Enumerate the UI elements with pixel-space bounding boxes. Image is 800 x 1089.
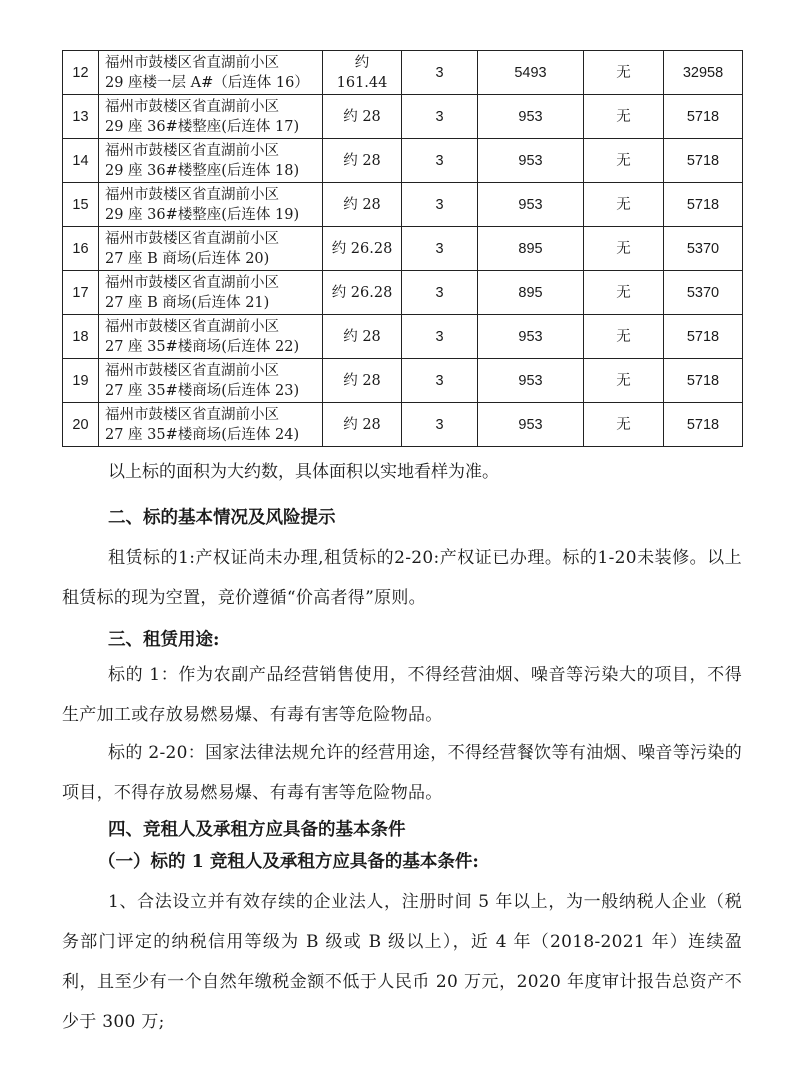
location-line-1: 福州市鼓楼区省直湖前小区 [105,54,279,71]
section2-body: 租赁标的1:产权证尚未办理,租赁标的2-20:产权证已办理。标的1-20未装修。以上租赁标的现为空置，竞价遵循“价高者得”原则。 [62,548,742,608]
location-line-2: 27 座 B 商场(后连体 20) [105,250,270,267]
years-cell: 3 [402,359,478,403]
years-cell: 3 [402,315,478,359]
area-cell [323,51,402,95]
deposit-cell: 5718 [664,403,743,447]
area-cell [323,227,402,271]
extra-cell: 无 [584,95,664,139]
location-cell [99,403,323,447]
location-cell [99,227,323,271]
years-cell: 3 [402,139,478,183]
area-cell [323,183,402,227]
table-row [63,315,743,359]
area-line-2: 161.44 [336,74,388,91]
location-line-1: 福州市鼓楼区省直湖前小区 [105,406,279,423]
price-cell: 953 [478,359,584,403]
years-cell: 3 [402,51,478,95]
section4-heading: 四、竞租人及承租方应具备的基本条件 [108,820,406,840]
row-number: 16 [63,227,99,271]
extra-cell: 无 [584,359,664,403]
row-number: 17 [63,271,99,315]
row-number: 13 [63,95,99,139]
area-line-1: 约 28 [343,108,381,125]
area-line-1: 约 28 [343,328,381,345]
deposit-cell: 32958 [664,51,743,95]
table-row [63,359,743,403]
area-line-1: 约 28 [343,372,381,389]
area-cell [323,315,402,359]
location-cell [99,271,323,315]
area-line-1: 约 26.28 [331,284,393,301]
area-line-1: 约 26.28 [331,240,393,257]
location-line-1: 福州市鼓楼区省直湖前小区 [105,362,279,379]
location-cell [99,183,323,227]
area-cell [323,95,402,139]
section3-heading: 三、租赁用途: [108,630,220,650]
price-cell: 953 [478,403,584,447]
location-line-2: 29 座 36#楼整座(后连体 18) [105,162,300,179]
years-cell: 3 [402,183,478,227]
extra-cell: 无 [584,271,664,315]
area-cell [323,403,402,447]
deposit-cell: 5370 [664,271,743,315]
table-row [63,403,743,447]
location-cell [99,315,323,359]
years-cell: 3 [402,95,478,139]
price-cell: 953 [478,183,584,227]
row-number: 14 [63,139,99,183]
row-number: 19 [63,359,99,403]
years-cell: 3 [402,227,478,271]
location-line-1: 福州市鼓楼区省直湖前小区 [105,318,279,335]
row-number: 15 [63,183,99,227]
table-row [63,51,743,95]
location-line-1: 福州市鼓楼区省直湖前小区 [105,230,279,247]
extra-cell: 无 [584,315,664,359]
extra-cell: 无 [584,51,664,95]
location-line-2: 27 座 35#楼商场(后连体 23) [105,382,300,399]
deposit-cell: 5718 [664,183,743,227]
section2-heading: 二、标的基本情况及风险提示 [108,508,336,528]
area-note: 以上标的面积为大约数，具体面积以实地看样为准。 [108,462,499,482]
location-cell [99,359,323,403]
section4-sub1: （一）标的 1 竞租人及承租方应具备的基本条件: [98,852,479,872]
row-number: 20 [63,403,99,447]
price-cell: 953 [478,139,584,183]
location-cell [99,51,323,95]
area-cell [323,359,402,403]
table-row [63,227,743,271]
extra-cell: 无 [584,139,664,183]
table-row [63,95,743,139]
location-cell [99,139,323,183]
price-cell: 895 [478,271,584,315]
location-line-1: 福州市鼓楼区省直湖前小区 [105,186,279,203]
extra-cell: 无 [584,227,664,271]
location-line-2: 27 座 35#楼商场(后连体 22) [105,338,300,355]
deposit-cell: 5718 [664,95,743,139]
deposit-cell: 5718 [664,139,743,183]
years-cell: 3 [402,403,478,447]
extra-cell: 无 [584,183,664,227]
location-line-2: 27 座 35#楼商场(后连体 24) [105,426,300,443]
area-line-1: 约 28 [343,196,381,213]
location-line-2: 27 座 B 商场(后连体 21) [105,294,270,311]
location-line-2: 29 座楼一层 A#（后连体 16） [105,74,309,91]
area-line-1: 约 28 [343,416,381,433]
location-line-2: 29 座 36#楼整座(后连体 17) [105,118,300,135]
location-line-1: 福州市鼓楼区省直湖前小区 [105,98,279,115]
location-cell [99,95,323,139]
section3-para1: 标的 1：作为农副产品经营销售使用，不得经营油烟、噪音等污染大的项目，不得生产加工或存放易燃易爆、有毒有害等危险物品。 [62,665,742,725]
table-row [63,183,743,227]
row-number: 18 [63,315,99,359]
area-line-1: 约 28 [343,152,381,169]
area-line-1: 约 [354,54,370,71]
table-row [63,271,743,315]
price-cell: 5493 [478,51,584,95]
location-line-2: 29 座 36#楼整座(后连体 19) [105,206,300,223]
area-cell [323,139,402,183]
area-cell [323,271,402,315]
location-line-1: 福州市鼓楼区省直湖前小区 [105,142,279,159]
years-cell: 3 [402,271,478,315]
section3-para2: 标的 2-20：国家法律法规允许的经营用途，不得经营餐饮等有油烟、噪音等污染的项目，不得存放易燃易爆、有毒有害等危险物品。 [62,743,742,803]
deposit-cell: 5718 [664,315,743,359]
row-number: 12 [63,51,99,95]
price-cell: 895 [478,227,584,271]
table-row [63,139,743,183]
deposit-cell: 5718 [664,359,743,403]
price-cell: 953 [478,95,584,139]
extra-cell: 无 [584,403,664,447]
section4-item1: 1、合法设立并有效存续的企业法人，注册时间 5 年以上，为一般纳税人企业（税务部门评定的纳税信用等级为 B 级或 B 级以上），近 4 年（2018-2021 年）连续盈利，且至少有一个自然年缴税金额不低于人民币 20 万元，2020 年度审计报告总资产不少于 300 万; [62,892,742,1032]
location-line-1: 福州市鼓楼区省直湖前小区 [105,274,279,291]
price-cell: 953 [478,315,584,359]
deposit-cell: 5370 [664,227,743,271]
lease-table [62,50,743,447]
